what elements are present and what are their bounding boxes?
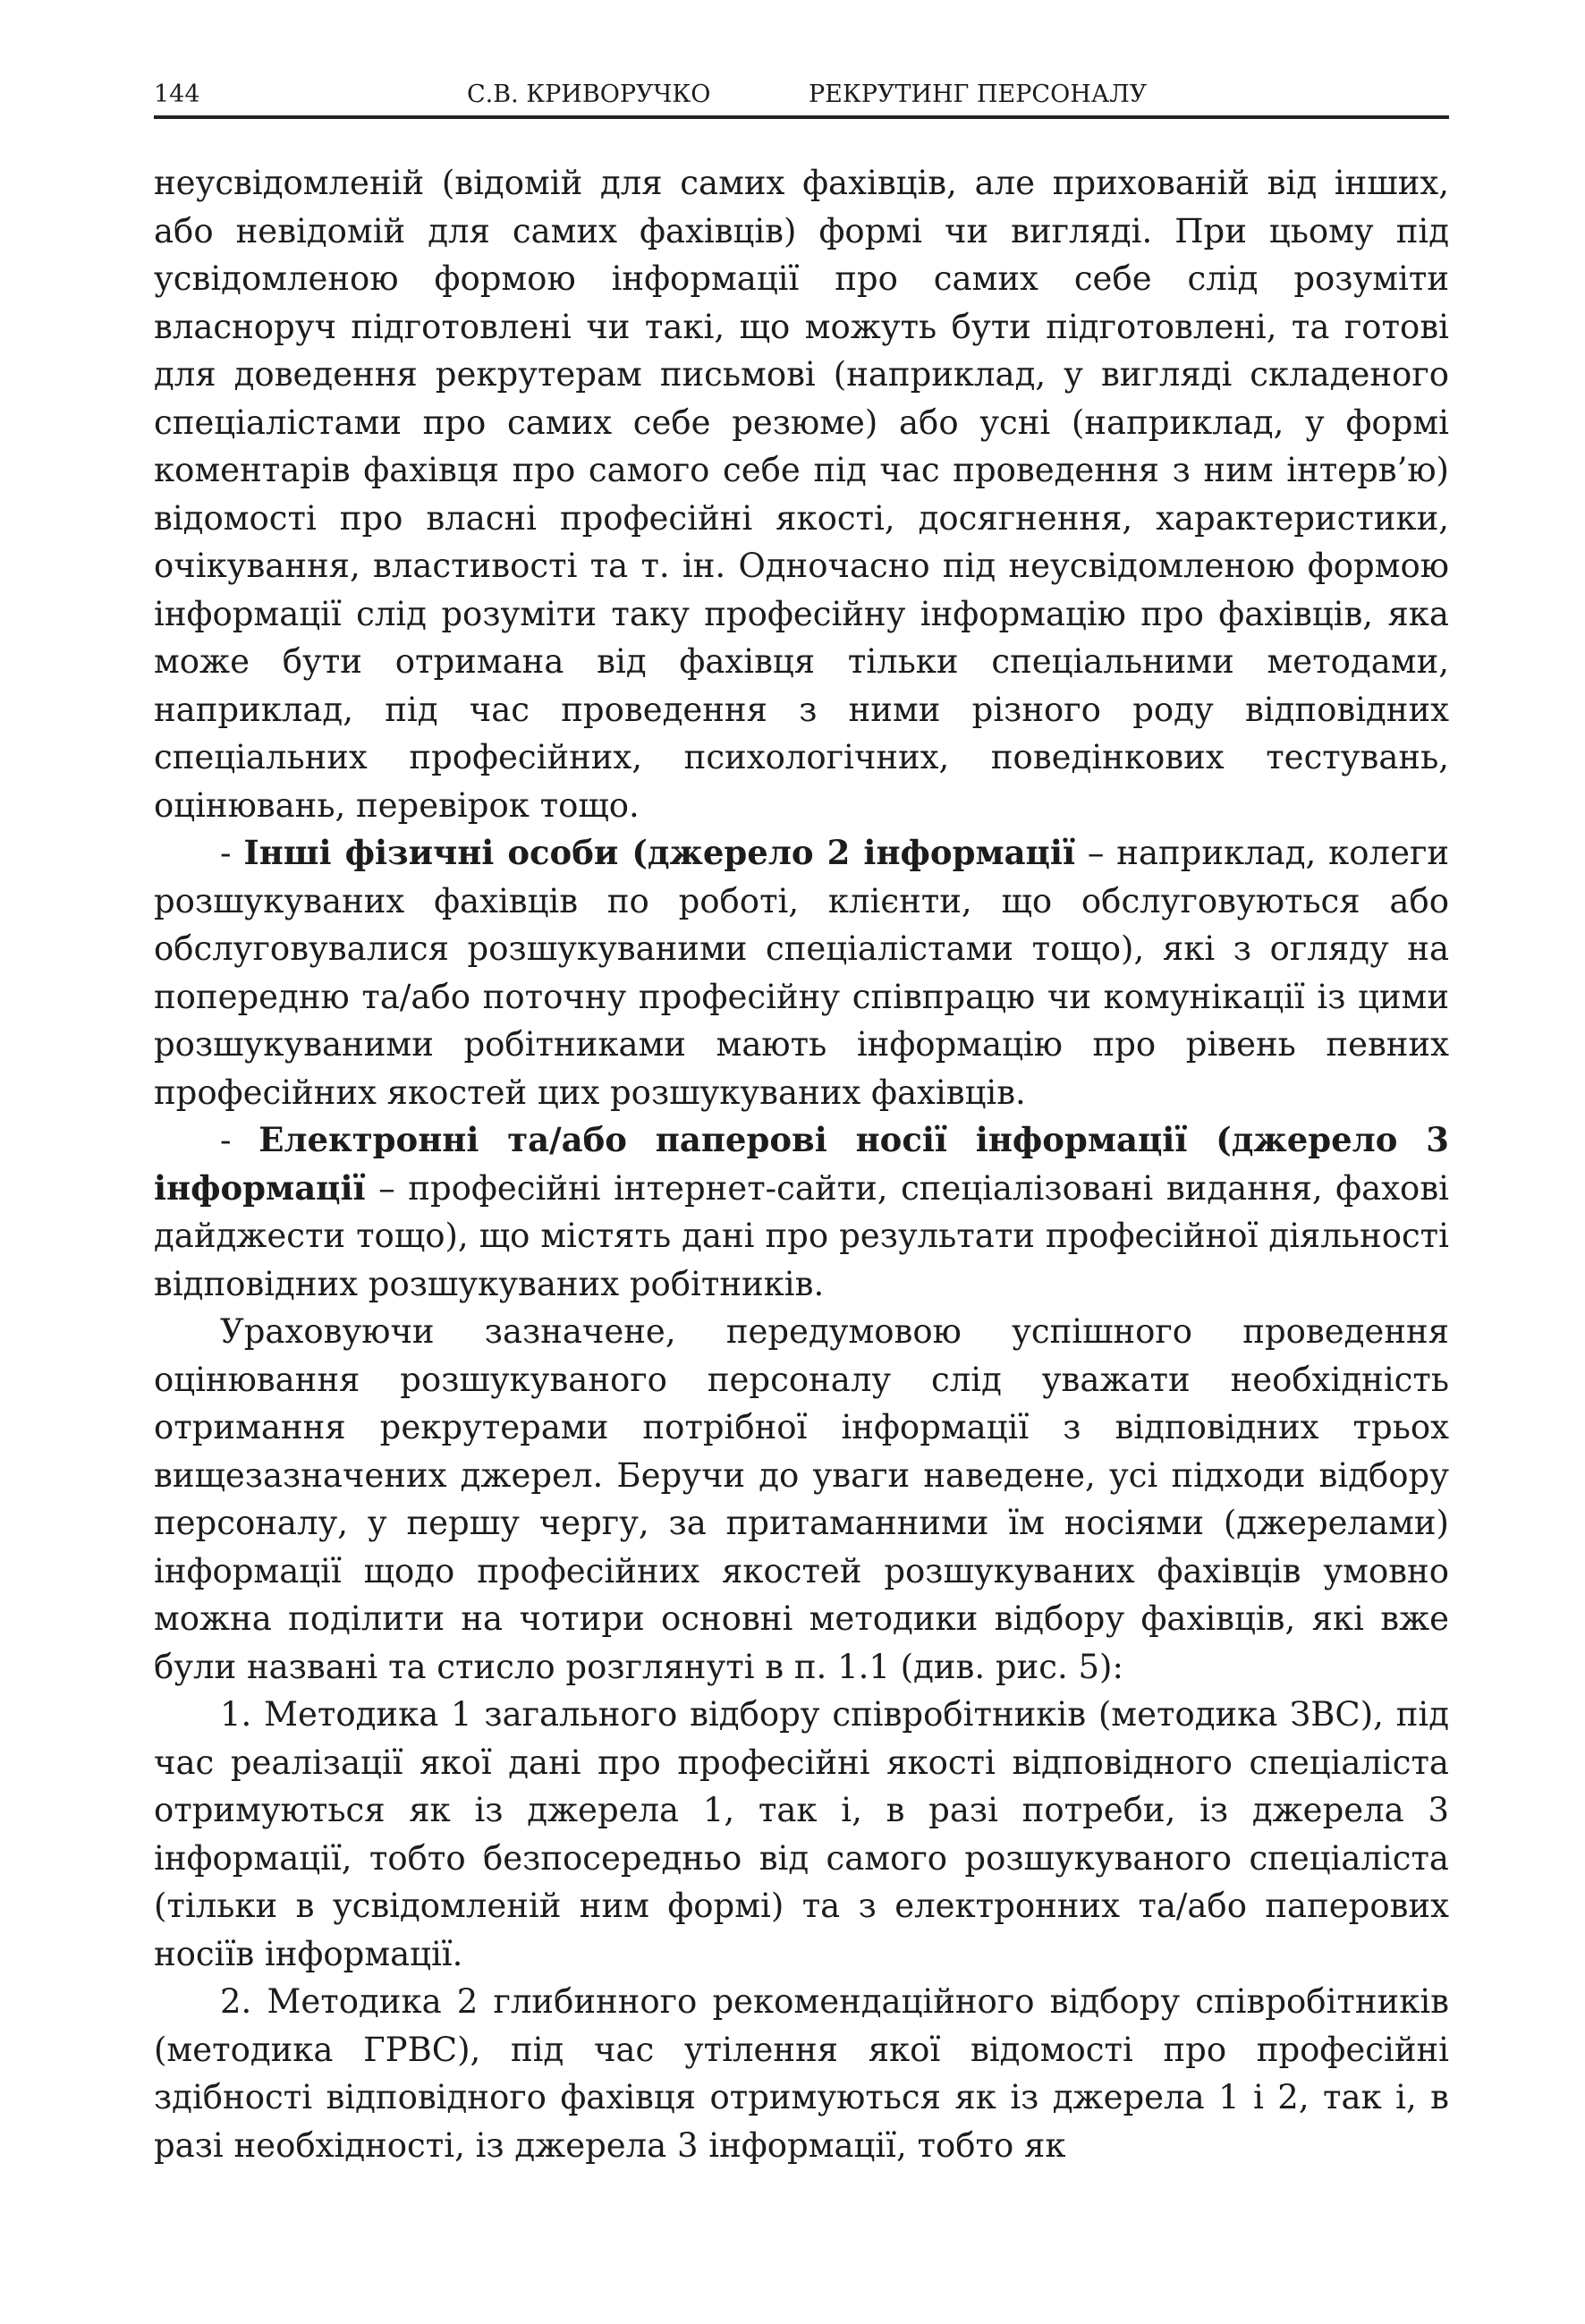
numbered-item-2: 2. Методика 2 глибинного рекомендаційного відбору співробітників (методика ГРВС), під час утілення якої відомості про професійні здібності відповідного фахівця отримуються як із джерела 1 і 2, так і, в разі необхідності, із джерела 3 інформації, тобто як	[154, 1982, 1449, 2165]
header-book-title: РЕКРУТИНГ ПЕРСОНАЛУ	[809, 81, 1148, 108]
paragraph-methods-intro: Ураховуючи зазначене, передумовою успішного проведення оцінювання розшукуваного персоналу слід уважати необхідність отримання рекрутерами потрібної інформації з відповідних трьох вищезазначених джерел. Беручи до уваги наведене, усі підходи відбору персоналу, у першу чергу, за притаманними їм носіями (джерелами) інформації щодо професійних якостей розшукуваних фахівців умовно можна поділити на чотири основні методики відбору фахівців, які вже були названі та стисло розглянуті в п. 1.1 (див. рис. 5):	[154, 1312, 1449, 1686]
header-rule	[154, 115, 1449, 119]
bullet-source-3-text: – професійні інтернет-сайти, спеціалізовані видання, фахові дайджести тощо), що містять дані про результати професійної діяльності відповідних розшукуваних робітників.	[154, 1168, 1449, 1303]
bullet-source-2-heading: Інші фізичні особи (джерело 2 інформації	[243, 833, 1076, 872]
numbered-item-1: 1. Методика 1 загального відбору співробітників (методика ЗВС), під час реалізації якої дані про професійні якості відповідного спеціаліста отримуються як із джерела 1, так і, в разі потреби, із джерела 3 інформації, тобто безпосередньо від самого розшукуваного спеціаліста (тільки в усвідомленій ним формі) та з електронних та/або паперових носіїв інформації.	[154, 1695, 1449, 1973]
bullet-source-3-heading: Електронні та/або паперові носії інформації (джерело 3 інформації	[154, 1120, 1449, 1208]
page-number: 144	[154, 81, 200, 108]
bullet-dash: -	[220, 1121, 259, 1159]
bullet-source-3	[154, 1116, 1449, 1308]
running-header	[154, 77, 1449, 113]
bullet-source-2	[154, 829, 1449, 1116]
bullet-source-2-text: – наприклад, колеги розшукуваних фахівців по роботі, клієнти, що обслуговуються або обслуговувалися розшукуваними спеціалістами тощо), які з огляду на попередню та/або поточну професійну співпрацю чи комунікації із цими розшукуваними робітниками мають інформацію про рівень певних професійних якостей цих розшукуваних фахівців.	[154, 834, 1450, 1112]
header-author: С.В. КРИВОРУЧКО	[467, 81, 711, 108]
bullet-dash: -	[220, 834, 244, 872]
page-body	[154, 159, 1449, 2169]
paragraph-continuation: неусвідомленій (відомій для самих фахівців, але прихованій від інших, або невідомій для самих фахівців) формі чи вигляді. При цьому під усвідомленою формою інформації про самих себе слід розуміти власноруч підготовлені чи такі, що можуть бути підготовлені, та готові для доведення рекрутерам письмові (наприклад, у вигляді складеного спеціалістами про самих себе резюме) або усні (наприклад, у формі коментарів фахівця про самого себе під час проведення з ним інтерв’ю) відомості про власні професійні якості, досягнення, характеристики, очікування, властивості та т. ін. Одночасно під неусвідомленою формою інформації слід розуміти таку професійну інформацію про фахівців, яка може бути отримана від фахівця тільки спеціальними методами, наприклад, під час проведення з ними різного роду відповідних спеціальних професійних, психологічних, поведінкових тестувань, оцінювань, перевірок тощо.	[154, 164, 1449, 825]
